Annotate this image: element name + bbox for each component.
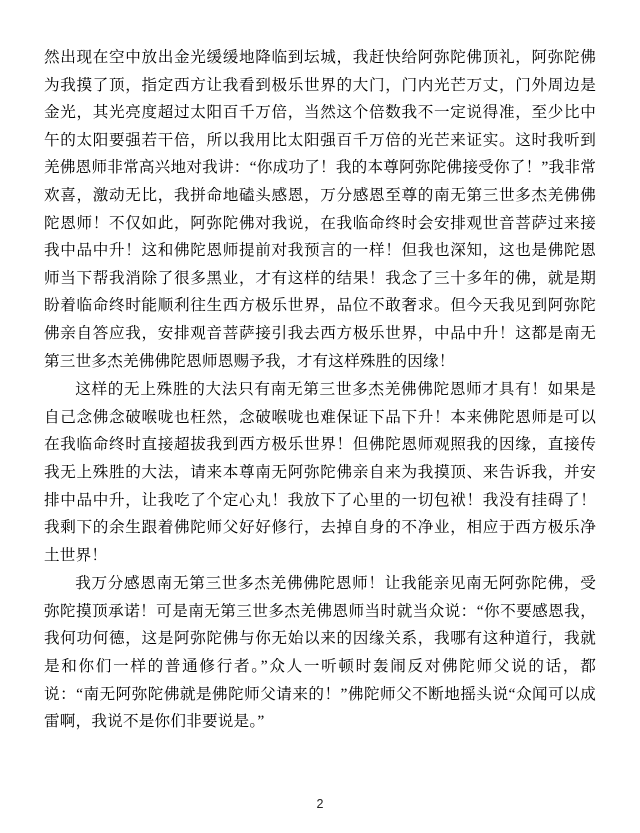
document-body: [44, 44, 596, 736]
paragraph-3: 我万分感恩南无第三世多杰羌佛佛陀恩师！让我能亲见南无阿弥陀佛，受弥陀摸顶承诺！可是南无第三世多杰羌佛恩师当时就当众说：“你不要感恩我，我何功何德，这是阿弥陀佛与你无始以来的因缘关系，我哪有这种道行，我就是和你们一样的普通修行者。”众人一听顿时轰闹反对佛陀师父说的话，都说：“南无阿弥陀佛就是佛陀师父请来的！”佛陀师父不断地摇头说“众闻可以成雷啊，我说不是你们非要说是。”: [44, 575, 596, 731]
paragraph-2: 这样的无上殊胜的大法只有南无第三世多杰羌佛佛陀恩师才具有！如果是自己念佛念破喉咙也枉然，念破喉咙也难保证下品下升！本来佛陀恩师是可以在我临命终时直接超拔我到西方极乐世界！但佛陀恩师观照我的因缘，直接传我无上殊胜的大法，请来本尊南无阿弥陀佛亲自来为我摸顶、来告诉我，并安排中品中升，让我吃了个定心丸！我放下了心里的一切包袱！我没有挂碍了！我剩下的余生跟着佛陀师父好好修行，去掉自身的不净业，相应于西方极乐净土世界！: [44, 381, 596, 564]
page-number: 2: [316, 797, 324, 811]
paragraph-1: 然出现在空中放出金光缓缓地降临到坛城，我赶快给阿弥陀佛顶礼，阿弥陀佛为我摸了顶，指定西方让我看到极乐世界的大门，门内光芒万丈，门外周边是金光，其光亮度超过太阳百千万倍，当然这个倍数我不一定说得准，至少比中午的太阳要强若干倍，所以我用比太阳强百千万倍的光芒来证实。这时我听到羌佛恩师非常高兴地对我讲：“你成功了！我的本尊阿弥陀佛接受你了！”我非常欢喜，激动无比，我拼命地磕头感恩，万分感恩至尊的南无第三世多杰羌佛佛陀恩师！不仅如此，阿弥陀佛对我说，在我临命终时会安排观世音菩萨过来接我中品中升！这和佛陀恩师提前对我预言的一样！但我也深知，这也是佛陀恩师当下帮我消除了很多黑业，才有这样的结果！我念了三十多年的佛，就是期盼着临命终时能顺利往生西方极乐世界，品位不敢奢求。但今天我见到阿弥陀佛亲自答应我，安排观音菩萨接引我去西方极乐世界，中品中升！这都是南无第三世多杰羌佛佛陀恩师恩赐予我，才有这样殊胜的因缘！: [44, 49, 596, 370]
